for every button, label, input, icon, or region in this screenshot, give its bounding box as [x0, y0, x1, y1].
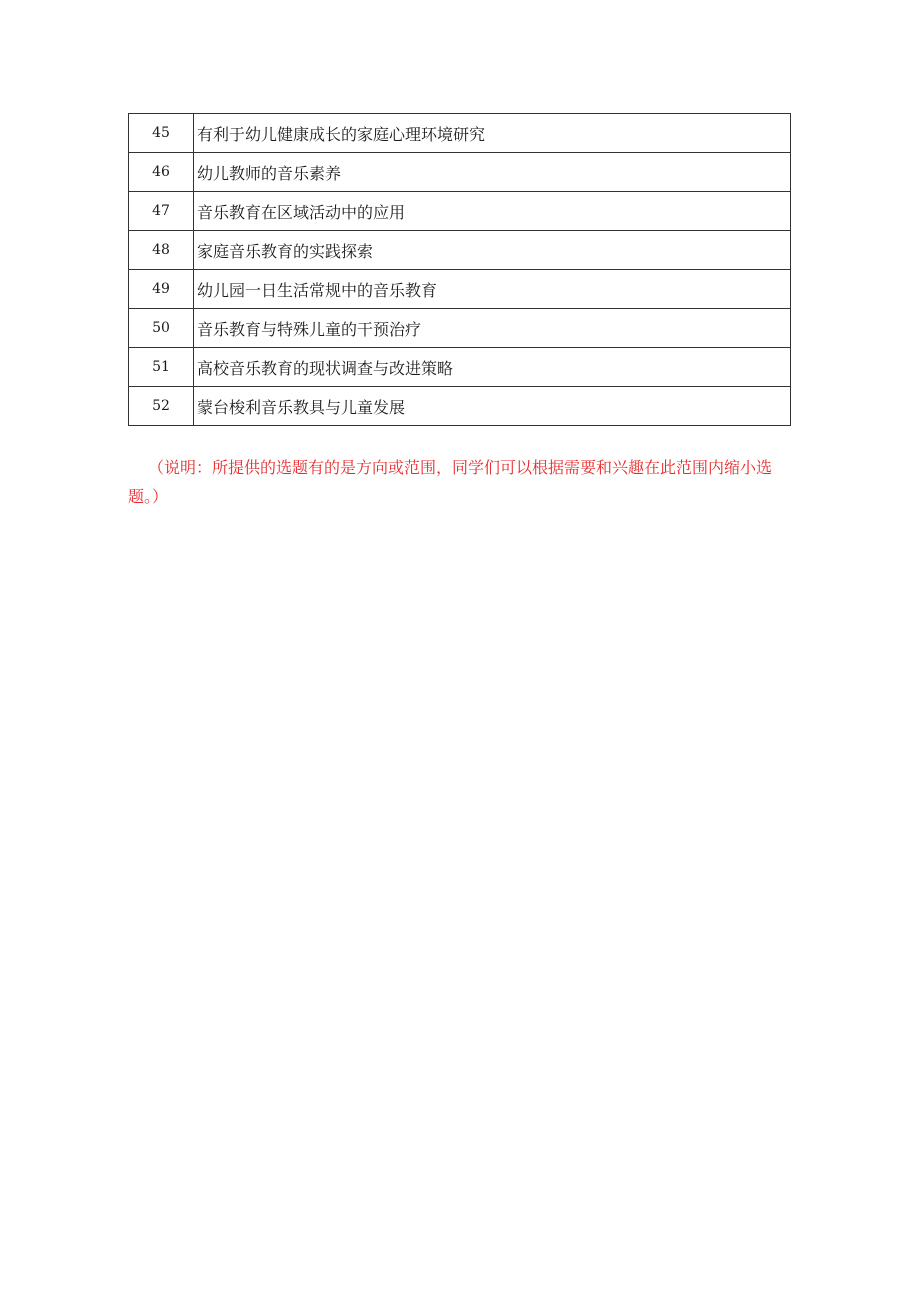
row-topic: 蒙台梭利音乐教具与儿童发展 — [194, 387, 791, 426]
row-number: 49 — [129, 270, 194, 309]
row-number: 47 — [129, 192, 194, 231]
table-row — [129, 270, 791, 309]
table-row — [129, 348, 791, 387]
row-topic: 有利于幼儿健康成长的家庭心理环境研究 — [194, 114, 791, 153]
row-topic: 家庭音乐教育的实践探索 — [194, 231, 791, 270]
row-number: 46 — [129, 153, 194, 192]
row-number: 51 — [129, 348, 194, 387]
table-row — [129, 114, 791, 153]
row-topic: 高校音乐教育的现状调查与改进策略 — [194, 348, 791, 387]
row-topic: 音乐教育在区域活动中的应用 — [194, 192, 791, 231]
row-number: 48 — [129, 231, 194, 270]
topics-table — [128, 113, 791, 426]
row-topic: 幼儿教师的音乐素养 — [194, 153, 791, 192]
row-number: 52 — [129, 387, 194, 426]
table-row — [129, 387, 791, 426]
row-topic: 音乐教育与特殊儿童的干预治疗 — [194, 309, 791, 348]
explanatory-note: （说明：所提供的选题有的是方向或范围，同学们可以根据需要和兴趣在此范围内缩小选题。） — [128, 458, 773, 506]
table-row — [129, 231, 791, 270]
topics-table-body — [129, 114, 791, 426]
row-topic: 幼儿园一日生活常规中的音乐教育 — [194, 270, 791, 309]
table-row — [129, 309, 791, 348]
row-number: 45 — [129, 114, 194, 153]
table-row — [129, 153, 791, 192]
table-row — [129, 192, 791, 231]
row-number: 50 — [129, 309, 194, 348]
